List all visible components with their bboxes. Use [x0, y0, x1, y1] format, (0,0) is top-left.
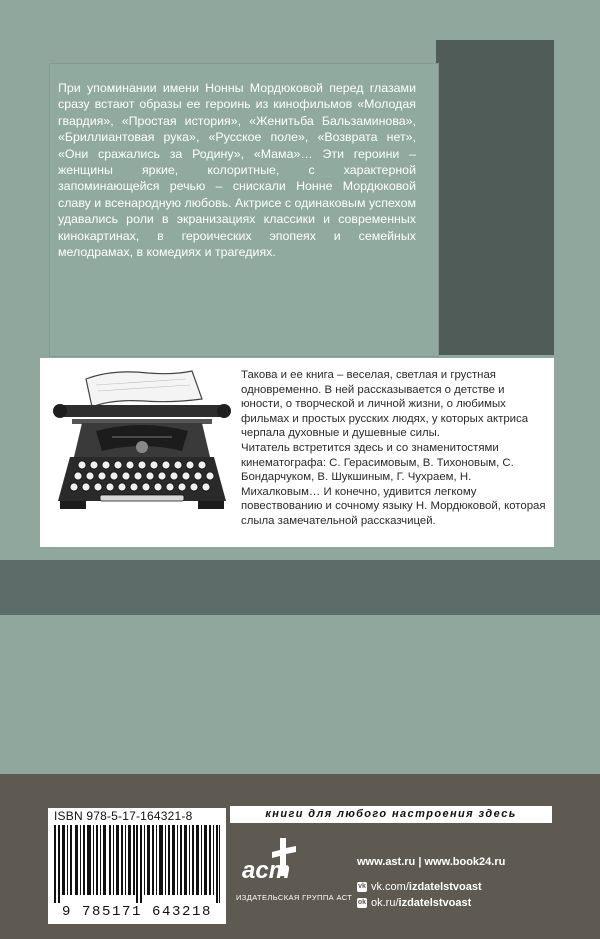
- website-links[interactable]: www.ast.ru | www.book24.ru: [357, 856, 506, 868]
- vk-icon: vk: [358, 883, 366, 890]
- top-annotation-text: При упоминании имени Нонны Мордюковой перед глазами сразу встают образы ее героинь из кинофильмов «Молодая гвардия», «Простая история», «Женитьба Бальзаминова», «Бриллиантовая рука», «Русское поле», «Возврата нет», «Они сражались за Родину», «Мама»… Эти героини – женщины яркие, колоритные, с характерной запоминающейся речью – снискали Нонне Мордюковой славу и всенародную любовь. Актрисе с одинаковым успехом удавались роли в экранизациях классики и современных кинокартинах, в героических эпопеях и семейных мелодрамах, в комедиях и трагедиях.: [58, 81, 416, 260]
- middle-annotation-text: [241, 368, 546, 529]
- logo-text: аст: [242, 857, 291, 884]
- barcode-number: 9 785171 643218: [62, 904, 213, 920]
- ast-logo: [240, 836, 302, 886]
- decorative-band: [0, 560, 600, 615]
- middle-text-paragraph-1: Такова и ее книга – веселая, светлая и грустная одновременно. В ней рассказывается о детстве и юности, о творческой и личной жизни, о любимых фильмах и простых русских людях, у которых актриса черпала духовные и душевные силы.: [241, 369, 529, 440]
- dark-accent-block: [436, 40, 554, 355]
- ok-prefix: ok.ru/: [371, 897, 399, 909]
- barcode-icon: [54, 825, 220, 903]
- isbn-label: ISBN 978-5-17-164321-8: [54, 809, 193, 823]
- ok-link[interactable]: [357, 897, 471, 909]
- typewriter-illustration: [52, 365, 232, 515]
- ok-icon: ok: [357, 899, 367, 906]
- vk-handle: izdatelstvoast: [408, 881, 482, 893]
- publisher-name: ИЗДАТЕЛЬСКАЯ ГРУППА АСТ: [236, 893, 353, 902]
- middle-text-paragraph-2: Читатель встретится здесь и со знаменитостями кинематографа: С. Герасимовым, В. Тихоновым, С. Бондарчуком, В. Шукшиным, Г. Чухраем, Н. Михалковым… И конечно, удивится легкому повествованию и сочному языку Н. Мордюковой, которая слыла замечательной рассказчицей.: [241, 441, 546, 527]
- ok-handle: izdatelstvoast: [398, 897, 472, 909]
- vk-prefix: vk.com/: [371, 881, 409, 893]
- slogan-banner: [230, 806, 552, 823]
- vk-link[interactable]: [357, 881, 482, 893]
- slogan-text: книги для любого настроения здесь: [265, 808, 517, 820]
